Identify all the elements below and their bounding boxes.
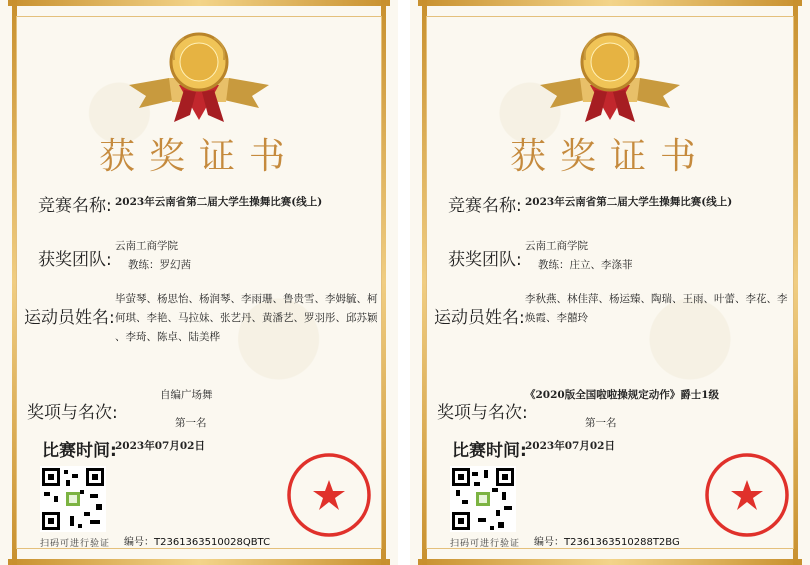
qr-code-icon [450, 466, 516, 532]
team-label: 获奖团队: [448, 250, 522, 270]
team-name: 云南工商学院 [525, 240, 588, 252]
award-label: 奖项与名次: [27, 403, 118, 423]
athletes-label: 运动员姓名: [24, 308, 115, 328]
date-label: 比赛时间: [42, 441, 117, 461]
coach: 教练：罗幻茜 [128, 259, 191, 271]
athletes-line-2: 焕霞、李囍玲 [525, 312, 588, 324]
gold-border-top [8, 0, 390, 6]
athletes-label: 运动员姓名: [434, 308, 525, 328]
award-rank: 第一名 [175, 417, 207, 429]
team-label: 获奖团队: [38, 250, 112, 270]
competition-label: 竞赛名称: [38, 196, 112, 216]
athletes-line-1: 李秋燕、林佳萍、杨运臻、陶瑞、王雨、叶蕾、李花、李 [525, 293, 788, 305]
competition-value: 2023年云南省第二届大学生操舞比赛(线上) [525, 196, 733, 208]
gold-border-top [418, 0, 802, 6]
official-seal-icon [702, 450, 792, 540]
athletes-line-1: 毕萤琴、杨思怡、杨润琴、李雨珊、鲁贵雪、李姆毓、柯 [115, 293, 378, 305]
award-rank: 第一名 [585, 417, 617, 429]
team-name: 云南工商学院 [115, 240, 178, 252]
award-label: 奖项与名次: [437, 403, 528, 423]
certificate-right [410, 0, 810, 565]
award-item: 自编广场舞 [160, 389, 213, 401]
medal-icon [535, 30, 685, 125]
qr-caption: 扫码可进行验证 [450, 539, 521, 549]
gold-border-bottom [418, 559, 802, 565]
certificate-title: 获奖证书 [509, 136, 710, 177]
athletes-line-3: 、李琦、陈卓、陆美桦 [115, 331, 220, 343]
date-value: 2023年07月02日 [115, 440, 205, 452]
coach: 教练：庄立、李涤菲 [538, 259, 633, 271]
serial-number: 编号：T2361363510288T2BG [534, 537, 680, 548]
competition-value: 2023年云南省第二届大学生操舞比赛(线上) [115, 196, 323, 208]
certificate-title: 获奖证书 [98, 136, 299, 177]
qr-caption: 扫码可进行验证 [40, 539, 111, 549]
gap-divider [398, 0, 410, 565]
medal-icon [124, 30, 274, 125]
athletes-line-2: 何琪、李艳、马拉妹、张艺丹、黄潘艺、罗羽彤、邱苏颖 [115, 312, 378, 324]
certificate-left [0, 0, 398, 565]
award-item: 《2020版全国啦啦操规定动作》爵士1级 [525, 389, 720, 401]
date-value: 2023年07月02日 [525, 440, 615, 452]
qr-code-icon [40, 466, 106, 532]
gold-border-bottom [8, 559, 390, 565]
official-seal-icon [284, 450, 374, 540]
competition-label: 竞赛名称: [448, 196, 522, 216]
date-label: 比赛时间: [452, 441, 527, 461]
serial-number: 编号：T2361363510028QBTC [124, 537, 271, 548]
